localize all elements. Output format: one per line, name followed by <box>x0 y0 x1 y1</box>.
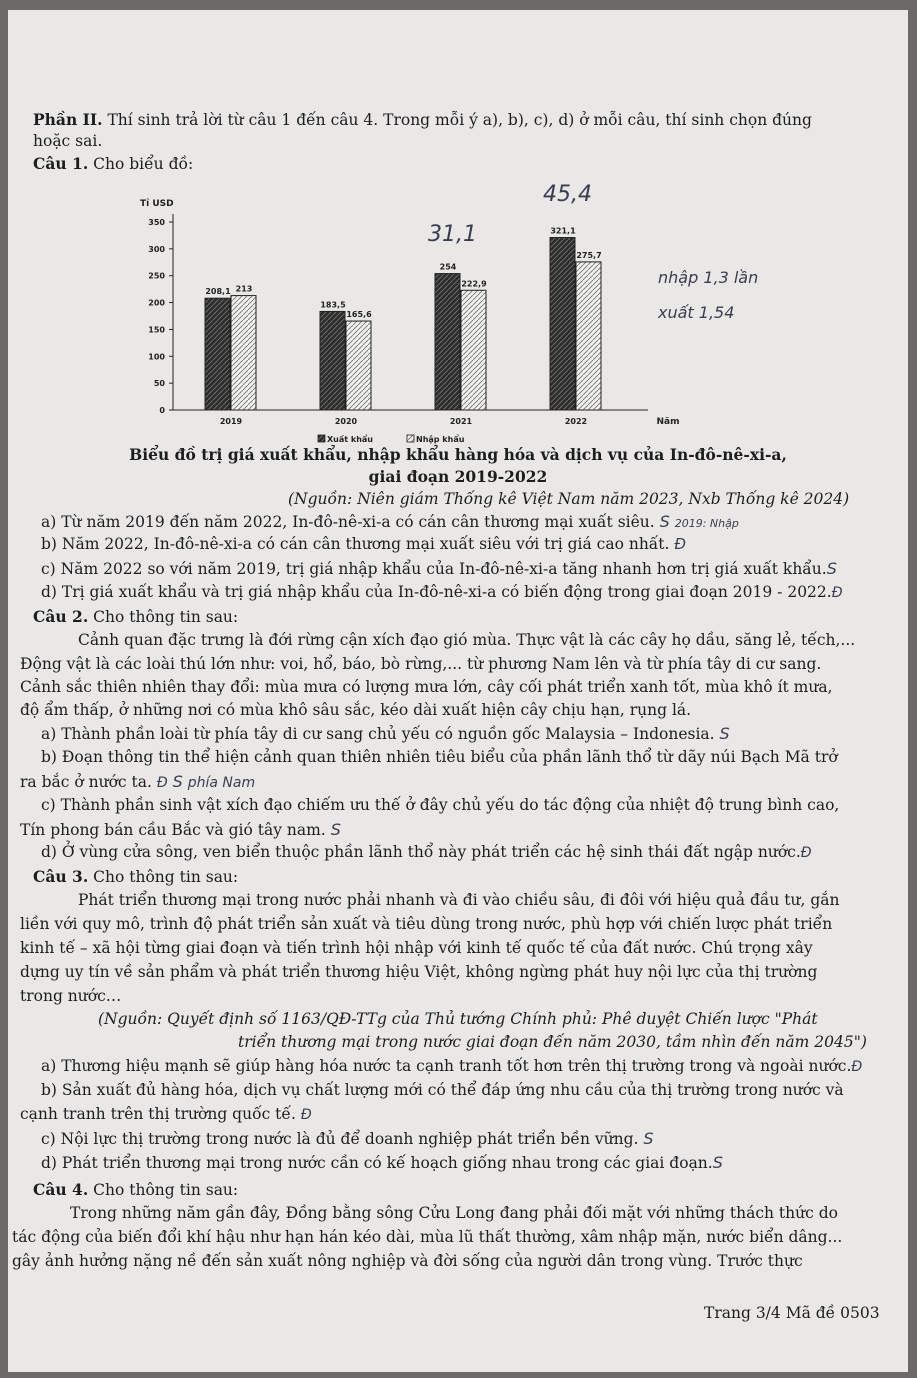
q4-title: Câu 4. <box>33 1180 89 1199</box>
chart-caption: Biểu đồ trị giá xuất khẩu, nhập khẩu hàng hóa và dịch vụ của In-đô-nê-xi-a, <box>129 445 787 464</box>
y-axis-label: Tỉ USD <box>140 199 174 209</box>
bar-export <box>550 238 575 410</box>
y-tick-label: 0 <box>159 406 165 415</box>
q2-heading <box>33 609 238 626</box>
q3-source: (Nguồn: Quyết định số 1163/QĐ-TTg của Thủ tướng Chính phủ: Phê duyệt Chiến lược "Phát <box>98 1010 818 1028</box>
q3-paragraph: liền với quy mô, trình độ phát triển sản xuất và tiêu dùng trong nước, phù hợp với chiến lược phát triển <box>20 915 833 933</box>
x-tick-label: 2022 <box>564 417 588 426</box>
handwriting-mark: Đ <box>851 1059 863 1075</box>
handwriting-mark: Đ <box>300 1107 312 1123</box>
legend-swatch-import <box>407 435 414 442</box>
option-text: b) Năm 2022, In-đô-nê-xi-a có cán cân thương mại xuất siêu với trị giá cao nhất. <box>41 535 670 553</box>
handwriting-mark: Đ <box>831 585 843 601</box>
handwriting-mark: S <box>172 772 183 791</box>
bar-import <box>231 296 256 410</box>
q2-option-c: c) Thành phần sinh vật xích đạo chiếm ưu thế ở đây chủ yếu do tác động của nhiệt độ trung bình cao, <box>41 796 840 814</box>
option-text: cạnh tranh trên thị trường quốc tế. <box>20 1105 296 1123</box>
y-tick-label: 200 <box>148 298 165 308</box>
bar-import <box>461 290 486 410</box>
data-label: 254 <box>439 262 457 272</box>
q4-paragraph: tác động của biến đổi khí hậu như hạn hán kéo dài, mùa lũ thất thường, xâm nhập mặn, nước biển dâng... <box>12 1228 843 1246</box>
option-text: a) Thành phần loài từ phía tây di cư sang chủ yếu có nguồn gốc Malaysia – Indonesia. <box>41 725 715 743</box>
x-tick-label: 2021 <box>449 417 473 426</box>
handwriting-mark: S <box>659 512 670 531</box>
q1-stem: Cho biểu đồ: <box>88 155 194 173</box>
q2-option-c-cont <box>20 822 341 839</box>
y-tick-label: 100 <box>148 352 165 362</box>
q3-option-d <box>41 1155 723 1172</box>
handwriting-mark: Đ <box>674 535 687 553</box>
option-text: d) Phát triển thương mại trong nước cần có kế hoạch giống nhau trong các giai đoạn. <box>41 1154 713 1172</box>
q4-paragraph: Trong những năm gần đây, Đồng bằng sông Cửu Long đang phải đối mặt với những thách thức do <box>70 1204 838 1222</box>
option-text: c) Năm 2022 so với năm 2019, trị giá nhập khẩu của In-đô-nê-xi-a tăng nhanh hơn trị giá xuất khẩu. <box>41 560 827 578</box>
q2-stem: Cho thông tin sau: <box>88 608 239 626</box>
part-title: Phần II. <box>33 110 103 129</box>
data-label: 275,7 <box>576 250 602 260</box>
q4-stem: Cho thông tin sau: <box>88 1181 239 1199</box>
q2-title: Câu 2. <box>33 607 89 626</box>
q3-paragraph: kinh tế – xã hội từng giai đoạn và tiến trình hội nhập với kinh tế quốc tế của đất nước. Chú trọng xây <box>20 939 813 957</box>
option-text: d) Trị giá xuất khẩu và trị giá nhập khẩu của In-đô-nê-xi-a có biến động trong giai đoạn 2019 - 2022. <box>41 583 832 601</box>
part-text: Thí sinh trả lời từ câu 1 đến câu 4. Trong mỗi ý a), b), c), d) ở mỗi câu, thí sinh chọn đúng <box>102 111 812 129</box>
data-label: 208,1 <box>205 287 231 297</box>
data-label: 165,6 <box>346 310 372 320</box>
data-label: 183,5 <box>320 300 346 310</box>
y-tick-label: 50 <box>153 379 165 389</box>
x-tick-label: 2019 <box>219 417 243 426</box>
q3-paragraph: trong nước… <box>20 987 122 1005</box>
y-tick-label: 350 <box>148 218 165 227</box>
handwriting-mark: S <box>719 724 730 743</box>
data-label: 321,1 <box>550 226 576 236</box>
bar-export <box>205 298 230 410</box>
q3-heading <box>33 869 238 886</box>
option-text: Tín phong bán cầu Bắc và gió tây nam. <box>20 821 326 839</box>
q3-paragraph: Phát triển thương mại trong nước phải nhanh và đi vào chiều sâu, đi đôi với hiệu quả đầu tư, gắn <box>78 891 840 909</box>
handwriting-note: 31,1 <box>428 222 477 247</box>
x-axis-label: Năm <box>656 417 680 427</box>
handwriting-note: nhập 1,3 lần <box>658 268 759 287</box>
y-tick-label: 150 <box>148 325 165 335</box>
q2-paragraph: Cảnh sắc thiên nhiên thay đổi: mùa mưa có lượng mưa lớn, cây cối phát triển xanh tốt, mùa khô ít mưa, <box>20 678 833 696</box>
bar-export <box>320 311 345 410</box>
data-label: 213 <box>235 284 253 294</box>
part-intro-line2: hoặc sai. <box>33 132 103 150</box>
q1-option-d <box>41 585 843 601</box>
chart-caption-period: giai đoạn 2019-2022 <box>368 467 548 486</box>
q2-paragraph: độ ẩm thấp, ở những nơi có mùa khô sâu sắc, kéo dài xuất hiện cây chịu hạn, rụng lá. <box>20 701 692 719</box>
data-label: 222,9 <box>461 279 487 289</box>
legend-label-import: Nhập khẩu <box>416 435 465 444</box>
x-tick-label: 2020 <box>334 417 358 426</box>
handwriting-mark: S <box>712 1153 723 1172</box>
q1-option-b <box>41 537 686 553</box>
legend-swatch-export <box>318 435 325 442</box>
q1-option-c <box>41 561 837 578</box>
q2-option-d <box>41 845 812 861</box>
y-tick-label: 250 <box>148 271 165 281</box>
handwriting-mark: Đ <box>156 775 168 791</box>
q3-stem: Cho thông tin sau: <box>88 868 239 886</box>
handwriting-note: xuất 1,54 <box>658 303 735 322</box>
page-footer: Trang 3/4 Mã đề 0503 <box>704 1304 880 1322</box>
option-text: ra bắc ở nước ta. <box>20 773 152 791</box>
handwriting-mark: S <box>643 1129 654 1148</box>
q3-option-b: b) Sản xuất đủ hàng hóa, dịch vụ chất lượng mới có thể đáp ứng nhu cầu của thị trường trong nước và <box>41 1081 844 1099</box>
chart-source: (Nguồn: Niên giám Thống kê Việt Nam năm 2023, Nxb Thống kê 2024) <box>288 490 850 508</box>
q1-option-a <box>41 514 739 531</box>
legend-label-export: Xuất khẩu <box>327 435 373 444</box>
q3-option-b-cont <box>20 1107 312 1123</box>
part-intro <box>33 112 812 129</box>
q2-paragraph: Cảnh quan đặc trưng là đới rừng cận xích đạo gió mùa. Thực vật là các cây họ dầu, săng lẻ, tếch,... <box>78 631 856 649</box>
option-text: a) Thương hiệu mạnh sẽ giúp hàng hóa nước ta cạnh tranh tốt hơn trên thị trường trong và ngoài nước. <box>41 1057 852 1075</box>
bar-chart <box>118 190 698 450</box>
q2-paragraph: Động vật là các loài thú lớn như: voi, hổ, báo, bò rừng,... từ phương Nam lên và từ phía tây di cư sang. <box>20 655 822 673</box>
handwriting-note: 2019: Nhập <box>674 517 739 530</box>
q1-title: Câu 1. <box>33 154 89 173</box>
q3-title: Câu 3. <box>33 867 89 886</box>
q2-option-b-cont <box>20 774 255 791</box>
q3-paragraph: dựng uy tín về sản phẩm và phát triển thương hiệu Việt, không ngừng phát huy nội lực của thị trường <box>20 963 818 981</box>
bar-import <box>346 321 371 410</box>
q3-option-a <box>41 1059 862 1075</box>
option-text: a) Từ năm 2019 đến năm 2022, In-đô-nê-xi-a có cán cân thương mại xuất siêu. <box>41 513 655 531</box>
q3-option-c <box>41 1131 654 1148</box>
handwriting-mark: Đ <box>800 845 812 861</box>
bar-export <box>435 274 460 410</box>
option-text: d) Ở vùng cửa sông, ven biển thuộc phần lãnh thổ này phát triển các hệ sinh thái đất ngập nước. <box>41 843 801 861</box>
y-tick-label: 300 <box>148 244 165 254</box>
exam-page <box>8 10 908 1372</box>
handwriting-note: phía Nam <box>187 775 256 791</box>
handwriting-mark: S <box>330 820 341 839</box>
q4-paragraph: gây ảnh hưởng nặng nề đến sản xuất nông nghiệp và đời sống của người dân trong vùng. Trước thực <box>12 1252 803 1270</box>
q3-source-cont: triển thương mại trong nước giai đoạn đến năm 2030, tầm nhìn đến năm 2045") <box>238 1033 867 1051</box>
q4-heading <box>33 1182 238 1199</box>
handwriting-mark: S <box>826 559 837 578</box>
option-text: c) Nội lực thị trường trong nước là đủ để doanh nghiệp phát triển bền vững. <box>41 1130 639 1148</box>
handwriting-note: 45,4 <box>543 182 592 207</box>
bar-import <box>576 262 601 410</box>
q1-heading <box>33 156 193 173</box>
q2-option-a <box>41 726 730 743</box>
q2-option-b: b) Đoạn thông tin thể hiện cảnh quan thiên nhiên tiêu biểu của phần lãnh thổ từ dãy núi Bạch Mã trở <box>41 748 838 766</box>
